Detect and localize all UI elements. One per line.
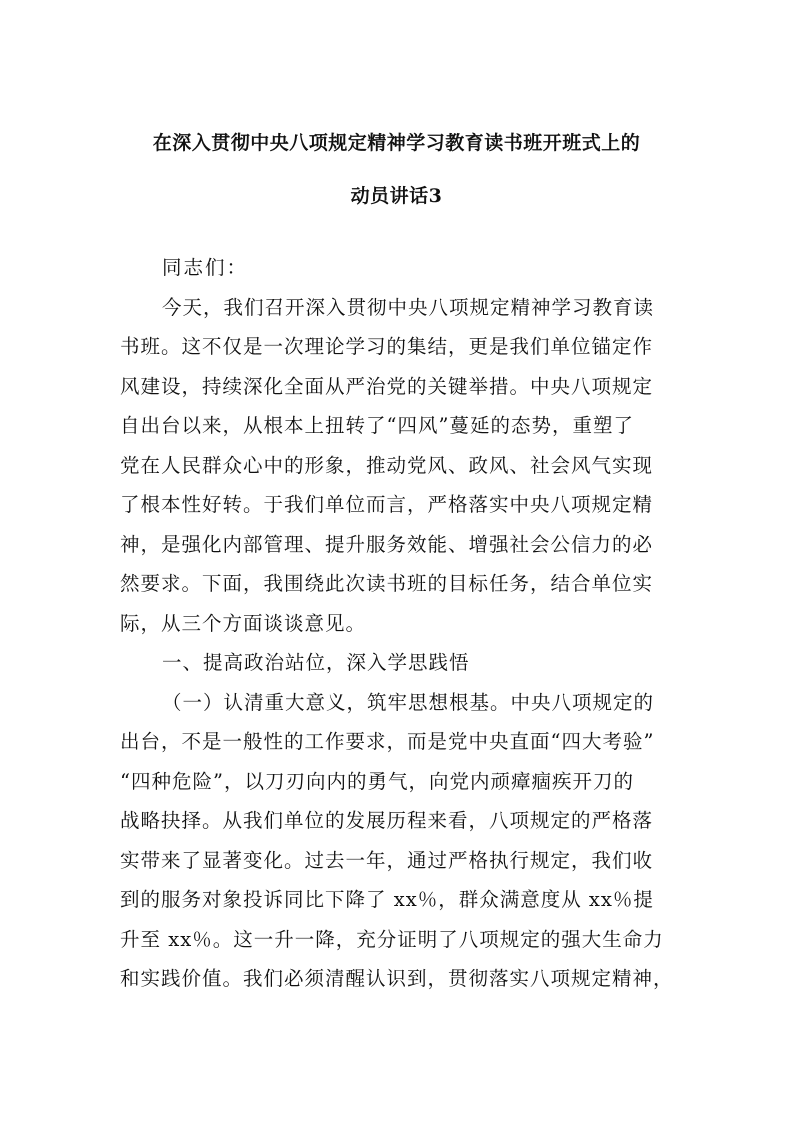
document-body [120, 248, 680, 999]
paragraph-1-line-5: 党在人民群众心中的形象，推动党风、政风、社会风气实现 [120, 453, 654, 477]
document-title-line-1: 在深入贯彻中央八项规定精神学习教育读书班开班式上的 [152, 132, 641, 154]
paragraph-1-line-7: 神，是强化内部管理、提升服务效能、增强社会公信力的必 [120, 532, 654, 556]
section-heading-1: 一、提高政治站位，深入学思践悟 [162, 651, 470, 674]
paragraph-2-line-7: 升至 xx％。这一升一降，充分证明了八项规定的强大生命力 [120, 927, 664, 951]
paragraph-1-line-2: 书班。这不仅是一次理论学习的集结，更是我们单位锚定作 [120, 335, 654, 358]
paragraph-2-line-5: 实带来了显著变化。过去一年，通过严格执行规定，我们收 [120, 848, 654, 872]
paragraph-2-line-3: “四种危险”，以刀刃向内的勇气，向党内顽瘴痼疾开刀的 [120, 769, 634, 793]
paragraph-1-line-3: 风建设，持续深化全面从严治党的关键举措。中央八项规定 [120, 374, 654, 398]
paragraph-2-line-1: （一）认清重大意义，筑牢思想根基。中央八项规定的 [162, 690, 655, 714]
paragraph-1-line-4: 自出台以来，从根本上扭转了“四风”蔓延的态势，重塑了 [120, 414, 634, 437]
paragraph-1-line-9: 际，从三个方面谈谈意见。 [120, 611, 367, 635]
paragraph-2-line-8: 和实践价值。我们必须清醒认识到，贯彻落实八项规定精神， [120, 967, 674, 990]
paragraph-2-line-2: 出台，不是一般性的工作要求，而是党中央直面“四大考验” [120, 730, 655, 753]
paragraph-1-line-8: 然要求。下面，我围绕此次读书班的目标任务，结合单位实 [120, 572, 654, 595]
document-title-line-2: 动员讲话3 [350, 185, 443, 207]
paragraph-1-line-1: 今天，我们召开深入贯彻中央八项规定精神学习教育读 [162, 295, 655, 319]
salutation: 同志们： [162, 256, 249, 279]
paragraph-2-line-6: 到的服务对象投诉同比下降了 xx％，群众满意度从 xx％提 [120, 888, 654, 911]
paragraph-1-line-6: 了根本性好转。于我们单位而言，严格落实中央八项规定精 [120, 493, 654, 516]
paragraph-2-line-4: 战略抉择。从我们单位的发展历程来看，八项规定的严格落 [120, 809, 654, 832]
